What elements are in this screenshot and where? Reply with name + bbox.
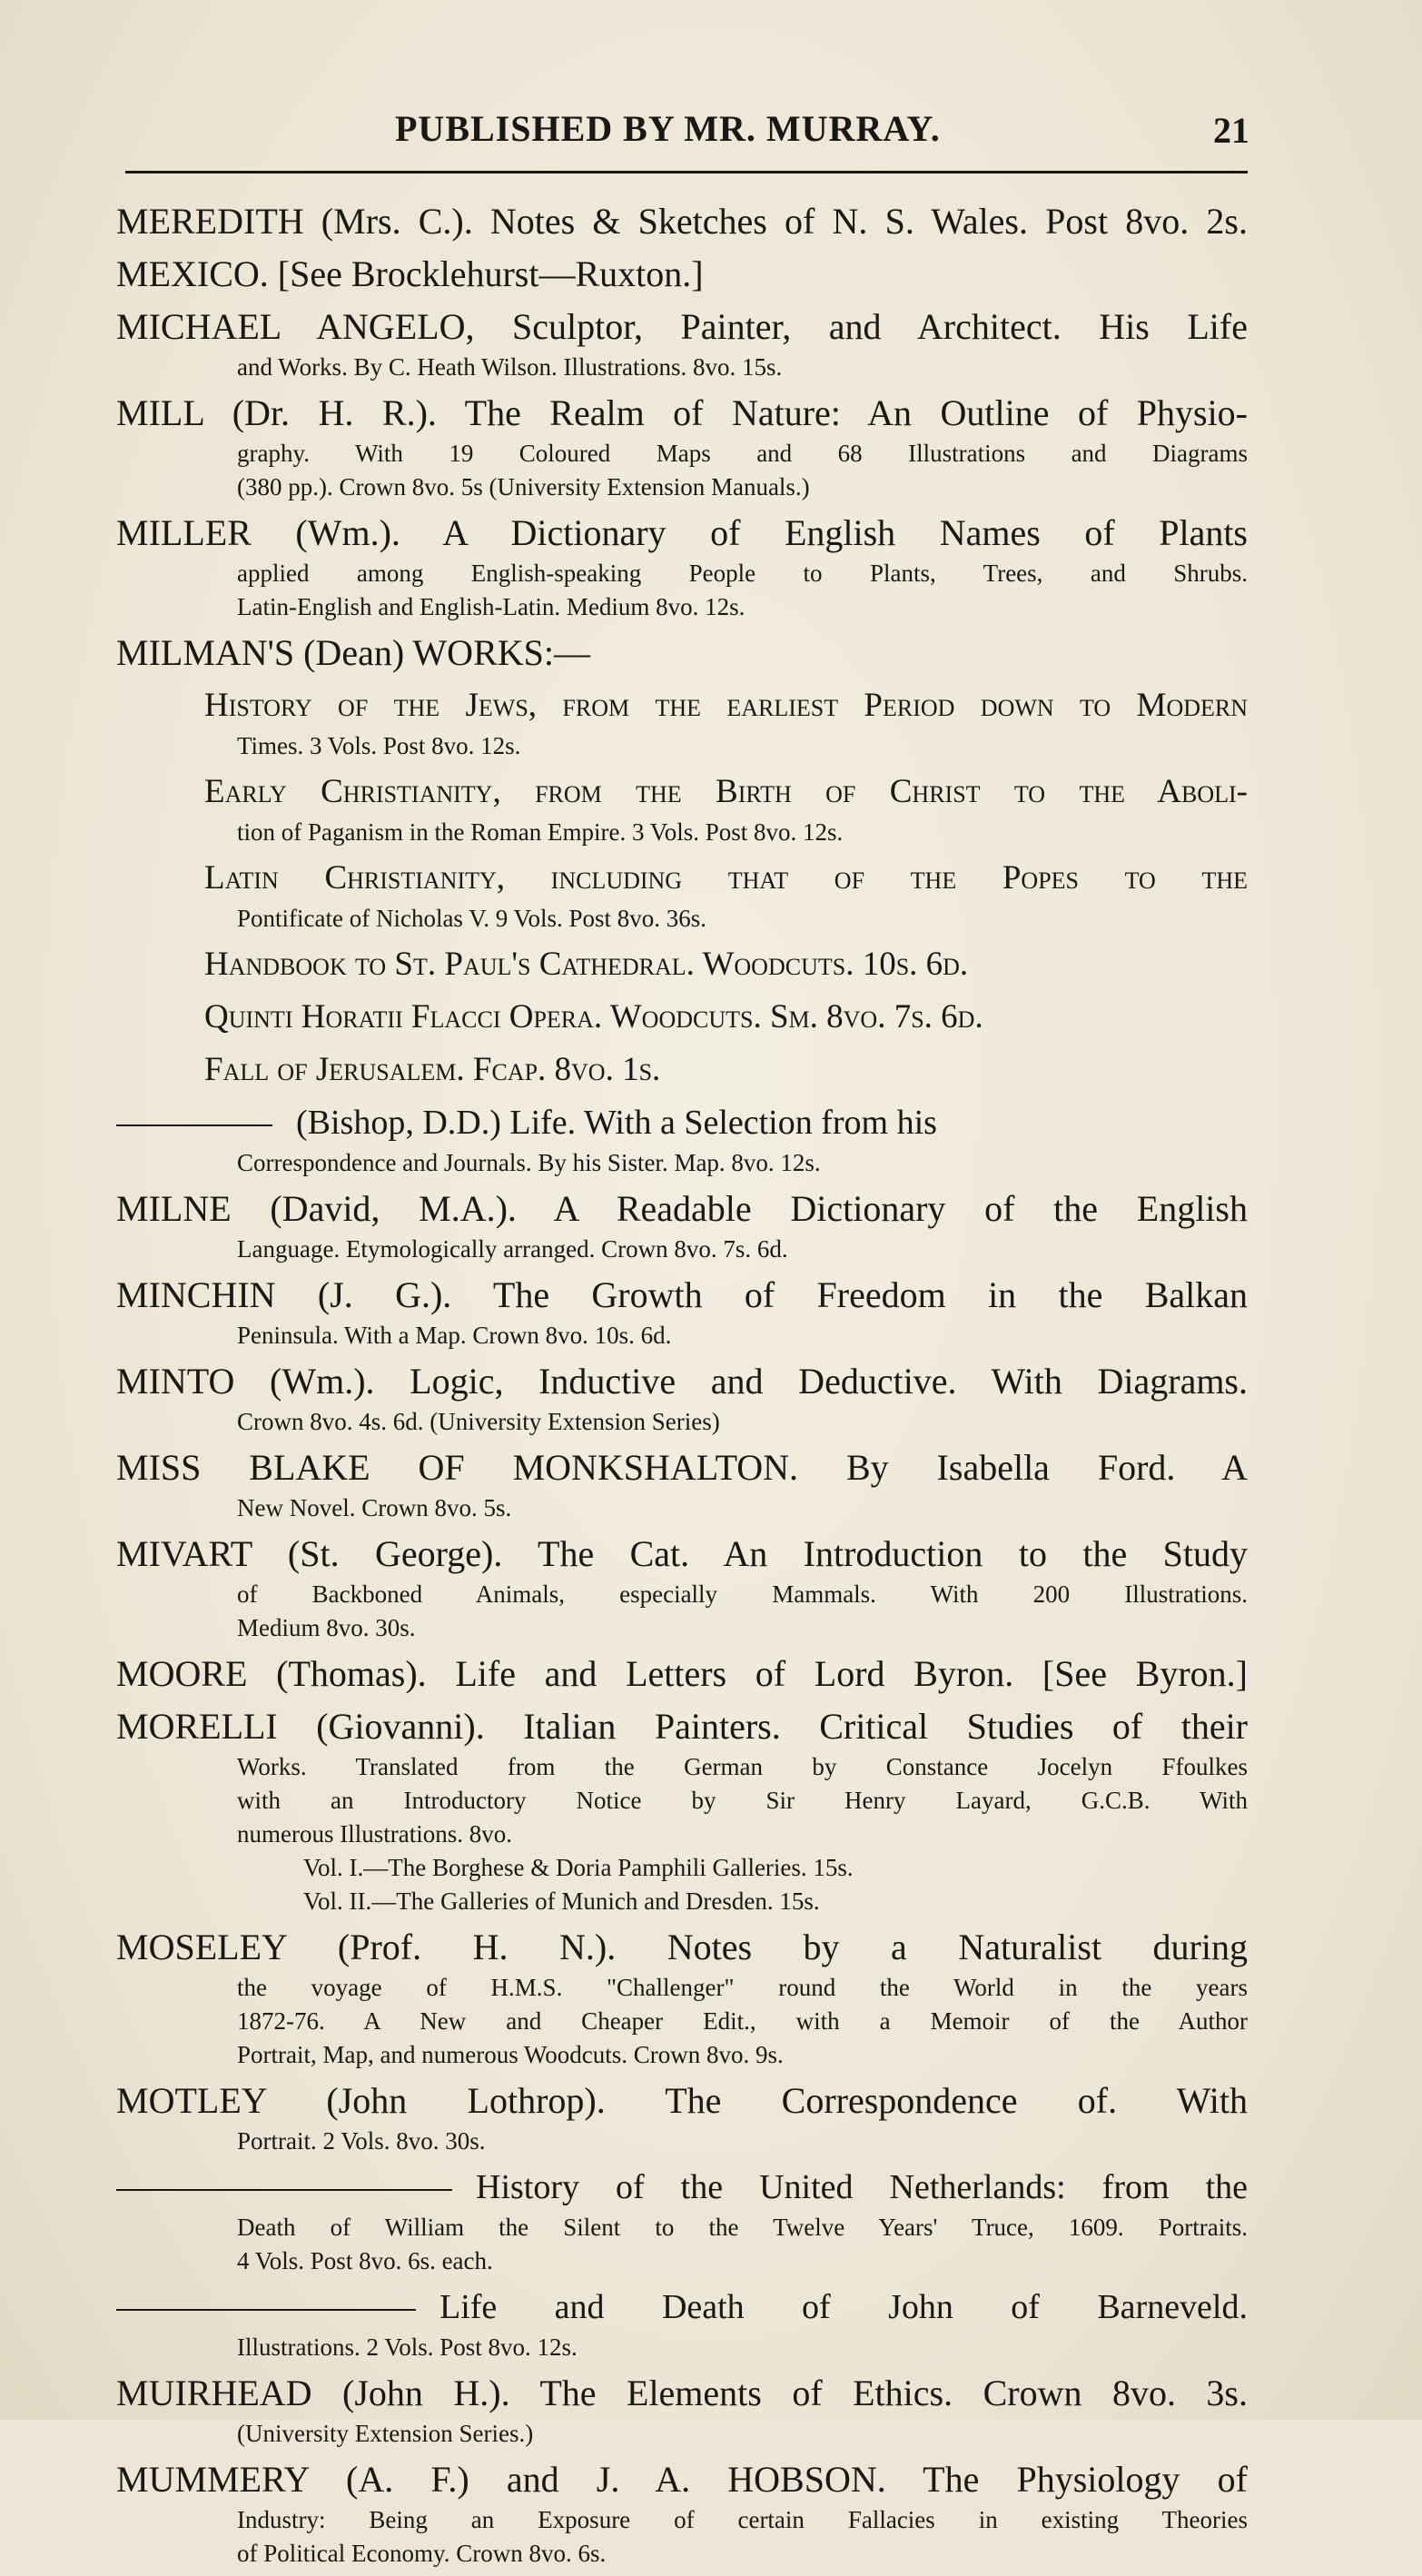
entry-motley xyxy=(116,2077,1248,2158)
entry-detail: 1872-76. A New and Cheaper Edit., with a Memoir of the Author xyxy=(237,2007,1248,2035)
entry-milne xyxy=(116,1185,1248,1266)
header-rule xyxy=(125,171,1248,173)
entry-heading xyxy=(116,2164,1248,2211)
entry-detail: Industry: Being an Exposure of certain Fallacies in existing Theories xyxy=(237,2506,1248,2533)
entry-heading: MEREDITH (Mrs. C.). Notes & Sketches of N. S. Wales. Post 8vo. 2s. xyxy=(116,201,1248,242)
running-header xyxy=(118,107,1249,162)
entry-miller xyxy=(116,510,1248,624)
entry-heading: MILMAN'S (Dean) WORKS:— xyxy=(116,632,590,673)
entry-milman xyxy=(116,629,1248,677)
entry-detail: numerous Illustrations. 8vo. xyxy=(237,1820,512,1848)
entry-detail: Times. 3 Vols. Post 8vo. 12s. xyxy=(237,732,521,759)
work-title: Fall of Jerusalem. Fcap. 8vo. 1s. xyxy=(204,1051,661,1088)
entry-milman-bishop-life xyxy=(116,1099,1248,1180)
entry-minchin xyxy=(116,1272,1248,1352)
entry-mexico xyxy=(116,251,1248,298)
entry-heading: MOTLEY (John Lothrop). The Correspondence of. With xyxy=(116,2080,1248,2121)
entry-meredith xyxy=(116,198,1248,245)
entry-detail: Portrait. 2 Vols. 8vo. 30s. xyxy=(237,2127,486,2155)
entry-heading: MINCHIN (J. G.). The Growth of Freedom in the Balkan xyxy=(116,1274,1248,1315)
entry-minto xyxy=(116,1358,1248,1439)
entry-detail: the voyage of H.M.S. "Challenger" round the World in the years xyxy=(237,1974,1248,2001)
entry-detail: of Political Economy. Crown 8vo. 6s. xyxy=(237,2540,607,2567)
work-handbook-st-pauls xyxy=(116,941,1248,988)
entry-detail: (University Extension Series.) xyxy=(237,2420,534,2447)
work-history-united-netherlands xyxy=(116,2164,1248,2278)
work-title: History of the Jews, from the earliest Period down to Modern xyxy=(204,687,1248,724)
work-history-of-the-jews xyxy=(116,682,1248,763)
entry-detail: applied among English-speaking People to Plants, Trees, and Shrubs. xyxy=(237,560,1248,587)
entry-heading: MILLER (Wm.). A Dictionary of English Names of Plants xyxy=(116,512,1248,553)
entry-heading: MILL (Dr. H. R.). The Realm of Nature: An Outline of Physio- xyxy=(116,392,1248,433)
work-title: (Bishop, D.D.) Life. With a Selection from his xyxy=(296,1104,937,1142)
page-number: 21 xyxy=(1213,110,1249,151)
entry-moore xyxy=(116,1650,1248,1698)
entry-detail: Crown 8vo. 4s. 6d. (University Extension Series) xyxy=(237,1408,720,1435)
entry-detail: Death of William the Silent to the Twelve Years' Truce, 1609. Portraits. xyxy=(237,2214,1248,2241)
entry-heading: MICHAEL ANGELO, Sculptor, Painter, and Architect. His Life xyxy=(116,306,1248,347)
entry-detail: Portrait, Map, and numerous Woodcuts. Crown 8vo. 9s. xyxy=(237,2041,784,2068)
entry-detail: with an Introductory Notice by Sir Henry Layard, G.C.B. With xyxy=(237,1787,1248,1814)
entry-mill xyxy=(116,390,1248,504)
entry-detail: Medium 8vo. 30s. xyxy=(237,1614,416,1641)
entry-heading: MISS BLAKE OF MONKSHALTON. By Isabella Ford. A xyxy=(116,1447,1248,1488)
entry-detail: graphy. With 19 Coloured Maps and 68 Illustrations and Diagrams xyxy=(237,440,1248,467)
ditto-rule xyxy=(116,1125,272,1126)
work-latin-christianity xyxy=(116,855,1248,936)
entry-detail: Language. Etymologically arranged. Crown 8vo. 7s. 6d. xyxy=(237,1235,788,1263)
entry-heading: MIVART (St. George). The Cat. An Introduction to the Study xyxy=(116,1533,1248,1574)
entry-heading xyxy=(116,1099,1248,1146)
entry-miss-blake xyxy=(116,1444,1248,1525)
work-title: Quinti Horatii Flacci Opera. Woodcuts. Sm. 8vo. 7s. 6d. xyxy=(204,998,983,1035)
work-horatii-opera xyxy=(116,994,1248,1041)
ditto-rule xyxy=(116,2309,416,2311)
entry-heading: MOSELEY (Prof. H. N.). Notes by a Naturalist during xyxy=(116,1927,1248,1967)
work-fall-of-jerusalem xyxy=(116,1046,1248,1094)
entry-detail: (380 pp.). Crown 8vo. 5s (University Extension Manuals.) xyxy=(237,473,810,500)
entry-michael-angelo xyxy=(116,303,1248,384)
entry-detail: Pontificate of Nicholas V. 9 Vols. Post 8vo. 36s. xyxy=(237,905,707,932)
entry-detail: 4 Vols. Post 8vo. 6s. each. xyxy=(237,2247,493,2274)
volume-line: Vol. II.—The Galleries of Munich and Dresden. 15s. xyxy=(303,1887,820,1915)
header-title: PUBLISHED BY MR. MURRAY. xyxy=(395,108,941,149)
volume-line: Vol. I.—The Borghese & Doria Pamphili Galleries. 15s. xyxy=(303,1854,854,1881)
entry-heading: MUIRHEAD (John H.). The Elements of Ethics. Crown 8vo. 3s. xyxy=(116,2373,1248,2413)
work-barneveld xyxy=(116,2284,1248,2364)
entry-heading: MINTO (Wm.). Logic, Inductive and Deductive. With Diagrams. xyxy=(116,1361,1248,1402)
entry-morelli xyxy=(116,1703,1248,1918)
entry-detail: of Backboned Animals, especially Mammals. With 200 Illustrations. xyxy=(237,1580,1248,1608)
entry-heading: MILNE (David, M.A.). A Readable Dictionary of the English xyxy=(116,1188,1248,1229)
entry-mivart xyxy=(116,1531,1248,1645)
work-title: Latin Christianity, including that of the Popes to the xyxy=(204,859,1248,897)
entry-detail: Latin-English and English-Latin. Medium 8vo. 12s. xyxy=(237,593,746,620)
entry-detail: Works. Translated from the German by Constance Jocelyn Ffoulkes xyxy=(237,1753,1248,1780)
work-title: Early Christianity, from the Birth of Christ to the Aboli- xyxy=(204,773,1248,810)
work-title: Life and Death of John of Barneveld. xyxy=(439,2288,1248,2326)
work-title: History of the United Netherlands: from the xyxy=(476,2168,1248,2206)
entry-moseley xyxy=(116,1924,1248,2072)
entry-detail: and Works. By C. Heath Wilson. Illustrations. 8vo. 15s. xyxy=(237,353,783,381)
entry-muirhead xyxy=(116,2370,1248,2451)
entry-heading: MOORE (Thomas). Life and Letters of Lord Byron. [See Byron.] xyxy=(116,1653,1248,1694)
entry-detail: New Novel. Crown 8vo. 5s. xyxy=(237,1494,512,1521)
work-title: Handbook to St. Paul's Cathedral. Woodcuts. 10s. 6d. xyxy=(204,946,969,983)
entry-heading: MEXICO. [See Brocklehurst—Ruxton.] xyxy=(116,253,704,294)
entry-heading: MUMMERY (A. F.) and J. A. HOBSON. The Physiology of xyxy=(116,2459,1248,2500)
entry-mummery xyxy=(116,2456,1248,2571)
work-early-christianity xyxy=(116,768,1248,849)
entry-detail: Peninsula. With a Map. Crown 8vo. 10s. 6d. xyxy=(237,1322,672,1349)
entry-detail: Correspondence and Journals. By his Sister. Map. 8vo. 12s. xyxy=(237,1149,821,1176)
catalogue-entries xyxy=(116,198,1248,2576)
entry-detail: tion of Paganism in the Roman Empire. 3 Vols. Post 8vo. 12s. xyxy=(237,818,844,846)
entry-heading: MORELLI (Giovanni). Italian Painters. Critical Studies of their xyxy=(116,1706,1248,1747)
entry-detail: Illustrations. 2 Vols. Post 8vo. 12s. xyxy=(237,2333,578,2361)
entry-heading xyxy=(116,2284,1248,2331)
ditto-rule xyxy=(116,2189,452,2191)
